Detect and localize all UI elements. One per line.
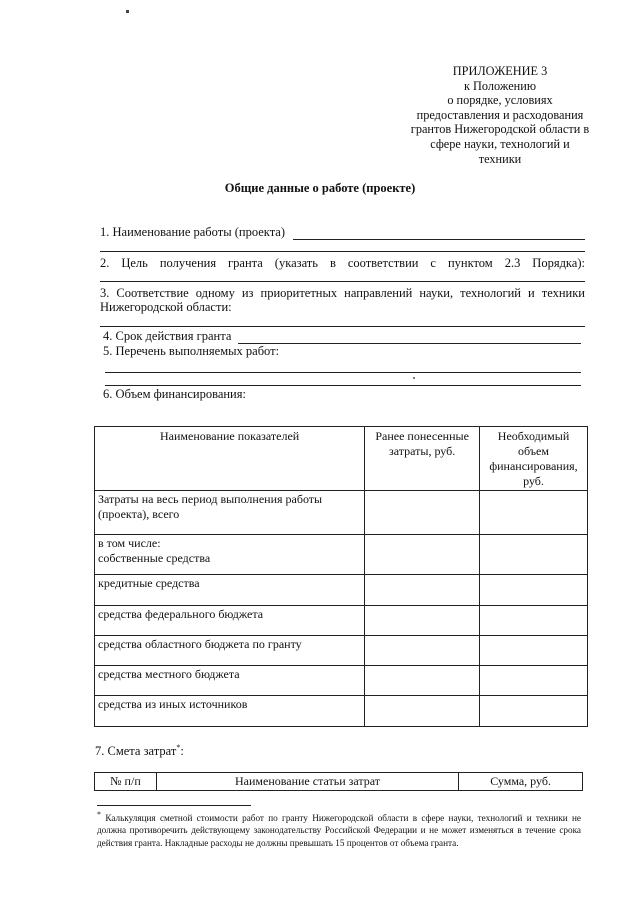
field-works-list-label: 5. Перечень выполняемых работ: (103, 344, 280, 358)
cell-required-financing[interactable] (480, 491, 588, 535)
row-label-including: в том числе: (98, 536, 161, 550)
annex-line: о порядке, условиях (447, 93, 553, 108)
estimate-label: 7. Смета затрат*: (95, 742, 184, 758)
scan-speck (413, 377, 415, 379)
cell-past-costs[interactable] (365, 575, 480, 606)
field-grant-term-label: 4. Срок действия гранта (103, 329, 232, 343)
cell-required-financing[interactable] (480, 696, 588, 727)
col-header-indicator: Наименование показателей (95, 427, 365, 491)
estimate-label-text: 7. Смета затрат (95, 744, 177, 758)
field-work-name-input-line-2[interactable] (100, 251, 585, 252)
cell-past-costs[interactable] (365, 491, 480, 535)
annex-line: техники (478, 151, 522, 166)
field-priority-direction-label-2: Нижегородской области: (100, 300, 232, 314)
financing-table (94, 426, 588, 727)
col-header-past-costs: Ранее понесенные затраты, руб. (365, 427, 480, 491)
field-financing-label: 6. Объем финансирования: (103, 387, 246, 401)
table-row (95, 575, 588, 606)
annex-line: грантов Нижегородской области в (410, 122, 590, 137)
table-header-row (95, 773, 583, 791)
cell-required-financing[interactable] (480, 535, 588, 575)
annex-line: предоставления и расходования (416, 107, 584, 122)
field-priority-direction-label: 3. Соответствие одному из приоритетных направлений науки, технологий и техники (100, 286, 585, 300)
row-label-regional-budget: средства областного бюджета по гранту (95, 636, 365, 666)
cell-required-financing[interactable] (480, 636, 588, 666)
annex-line: ПРИЛОЖЕНИЕ 3 (452, 64, 548, 78)
estimate-table (94, 772, 583, 791)
cell-past-costs[interactable] (365, 636, 480, 666)
annex-header (400, 64, 600, 166)
table-row (95, 666, 588, 696)
field-grant-goal-input-line[interactable] (100, 281, 585, 282)
table-row (95, 535, 588, 575)
row-label-own-funds-text: собственные средства (98, 551, 211, 565)
col-header-cost-item: Наименование статьи затрат (156, 773, 458, 791)
field-work-name-input-line[interactable] (293, 239, 585, 240)
row-label-other-sources: средства из иных источников (95, 696, 365, 727)
cell-required-financing[interactable] (480, 575, 588, 606)
cell-past-costs[interactable] (365, 606, 480, 636)
field-grant-goal-label: 2. Цель получения гранта (указать в соответствии с пунктом 2.3 Порядка): (100, 256, 585, 270)
col-header-required-financing: Необходимый объем финансирования, руб. (480, 427, 588, 491)
col-header-number: № п/п (95, 773, 157, 791)
table-header-row (95, 427, 588, 491)
cell-required-financing[interactable] (480, 606, 588, 636)
cell-past-costs[interactable] (365, 696, 480, 727)
footnote-text: Калькуляция сметной стоимости работ по гранту Нижегородской области в сфере науки, технологий и техники не должна противоречить действующему законодательству Российской Федерации и не может изменяться в течение срока действия гранта. Накладные расходы не должны превышать 15 процентов от объема гранта. (97, 813, 581, 848)
annex-line: сфере науки, технологий и (430, 136, 570, 151)
cell-past-costs[interactable] (365, 666, 480, 696)
footnote-marker: * (176, 742, 181, 752)
cell-past-costs[interactable] (365, 535, 480, 575)
annex-line: к Положению (463, 78, 537, 93)
field-works-list-input-line-2[interactable] (105, 385, 581, 386)
row-label-total-costs: Затраты на весь период выполнения работы (проекта), всего (95, 491, 365, 535)
table-row (95, 606, 588, 636)
footnote (97, 809, 581, 849)
row-label-federal-budget: средства федерального бюджета (95, 606, 365, 636)
footnote-mark: * (97, 809, 101, 819)
col-header-amount: Сумма, руб. (459, 773, 583, 791)
cell-required-financing[interactable] (480, 666, 588, 696)
field-works-list-input-line[interactable] (105, 372, 581, 373)
row-label-local-budget: средства местного бюджета (95, 666, 365, 696)
field-work-name-label: 1. Наименование работы (проекта) (100, 225, 286, 239)
document-title: Общие данные о работе (проекте) (224, 181, 416, 195)
table-row (95, 491, 588, 535)
footnote-divider (97, 805, 251, 806)
table-row (95, 696, 588, 727)
row-label-credit-funds: кредитные средства (95, 575, 365, 606)
field-priority-direction-input-line[interactable] (100, 326, 585, 327)
row-label-own-funds (95, 535, 365, 575)
scan-mark (126, 10, 129, 13)
field-grant-term-input-line[interactable] (238, 343, 581, 344)
table-row (95, 636, 588, 666)
